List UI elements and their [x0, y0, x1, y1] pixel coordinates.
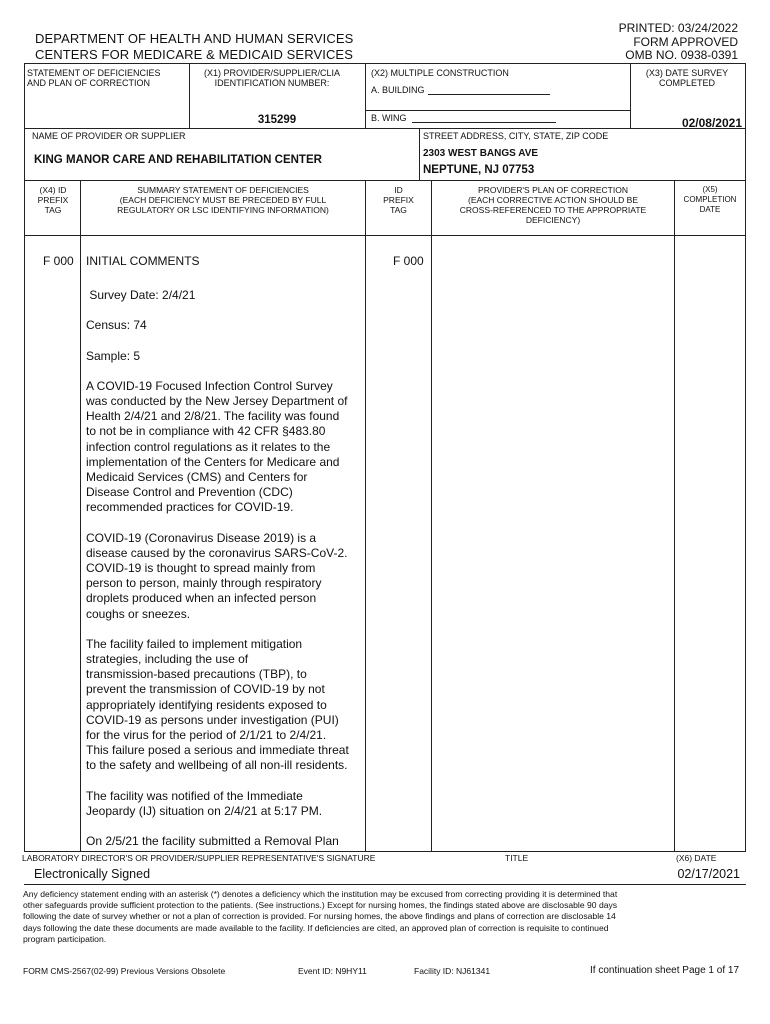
page-number: If continuation sheet Page 1 of 17	[590, 965, 739, 976]
printed-date: PRINTED: 03/24/2022	[618, 21, 738, 35]
col-header-plan: PROVIDER'S PLAN OF CORRECTION (EACH CORRECTIVE ACTION SHOULD BE CROSS-REFERENCED TO THE APPROPRIATE DEFICIENCY)	[459, 185, 647, 225]
paragraph-facility-failure: The facility failed to implement mitigation strategies, including the use of transmission-based precautions (TBP), to prevent the transmission of COVID-19 by not appropriately identifying residents exposed to COVID-19 as persons under investigation (PUI) for the virus for the period of 2/1/21 to 2/4/21. This failure posed a serious and immediate threat to the safety and wellbeing of all non-ill residents.	[86, 636, 349, 773]
form-approval-block	[619, 22, 738, 63]
event-id: Event ID: N9HY11	[298, 966, 367, 976]
survey-completed-date: 02/08/2021	[681, 116, 742, 130]
col-header-summary: SUMMARY STATEMENT OF DEFICIENCIES (EACH DEFICIENCY MUST BE PRECEDED BY FULL REGULATORY OR LSC IDENTIFYING INFORMATION)	[117, 185, 329, 215]
centers-title: CENTERS FOR MEDICARE & MEDICAID SERVICES	[35, 47, 353, 62]
survey-date: Survey Date: 2/4/21	[86, 288, 196, 303]
signature-date: 02/17/2021	[677, 867, 740, 881]
row1-divider-3	[630, 63, 631, 128]
provider-id: 315299	[257, 114, 297, 126]
row1-divider-1	[189, 63, 190, 128]
form-approved: FORM APPROVED	[633, 34, 738, 49]
x3-label: (X3) DATE SURVEY COMPLETED	[645, 68, 729, 88]
form-number: FORM CMS-2567(02-99) Previous Versions Obsolete	[23, 966, 226, 976]
facility-id: Facility ID: NJ61341	[414, 966, 491, 976]
address-line-2: NEPTUNE, NJ 07753	[423, 164, 535, 176]
building-label: A. BUILDING	[371, 85, 425, 95]
signature-bottom-border	[24, 884, 746, 885]
col-divider-plan	[674, 180, 675, 851]
tag-prefix-left: F 000	[43, 254, 74, 268]
tag-prefix-right: F 000	[393, 254, 424, 268]
row1-divider-2	[365, 63, 366, 128]
statement-label: STATEMENT OF DEFICIENCIES AND PLAN OF CORRECTION	[27, 68, 161, 88]
wing-blank-line	[412, 122, 556, 123]
row2-bottom-border	[24, 180, 746, 181]
initial-comments-heading: INITIAL COMMENTS	[86, 254, 200, 268]
paragraph-removal-plan: On 2/5/21 the facility submitted a Removal Plan	[86, 834, 339, 849]
provider-name-label: NAME OF PROVIDER OR SUPPLIER	[32, 131, 186, 141]
x2-label: (X2) MULTIPLE CONSTRUCTION	[371, 68, 509, 78]
col-header-x5: (X5) COMPLETION DATE	[683, 185, 737, 214]
signature-value: Electronically Signed	[34, 867, 151, 881]
form-right-border	[745, 63, 746, 851]
form-left-border	[24, 63, 25, 851]
sample: Sample: 5	[86, 348, 141, 363]
address-label: STREET ADDRESS, CITY, STATE, ZIP CODE	[423, 131, 609, 141]
paragraph-ij-notification: The facility was notified of the Immediate Jeopardy (IJ) situation on 2/4/21 at 5:17 PM.	[86, 788, 323, 818]
department-title: DEPARTMENT OF HEALTH AND HUMAN SERVICES	[35, 31, 354, 46]
deficiency-summary	[86, 254, 364, 849]
col-divider-summary	[365, 180, 366, 851]
wing-label: B. WING	[371, 113, 407, 123]
paragraph-survey-overview: A COVID-19 Focused Infection Control Survey was conducted by the New Jersey Department of Health 2/4/21 and 2/8/21. The facility was found to not be in compliance with 42 CFR §483.80 infection control regulations as it relates to the implementation of the Centers for Medicare and Medicaid Services (CMS) and Centers for Disease Control and Prevention (CDC) recommended practices for COVID-19.	[86, 378, 348, 515]
x1-label: (X1) PROVIDER/SUPPLIER/CLIA IDENTIFICATION NUMBER:	[203, 68, 341, 88]
signature-label: LABORATORY DIRECTOR'S OR PROVIDER/SUPPLIER REPRESENTATIVE'S SIGNATURE	[22, 853, 376, 863]
building-blank-line	[428, 94, 550, 95]
table-bottom-border	[24, 851, 746, 852]
col-header-id-prefix: ID PREFIX TAG	[383, 185, 414, 215]
paragraph-covid-definition: COVID-19 (Coronavirus Disease 2019) is a disease caused by the coronavirus SARS-CoV-2. COVID-19 is thought to spread mainly from person to person, mainly through respiratory droplets produced when an infected person coughs or sneezes.	[86, 530, 348, 621]
census: Census: 74	[86, 318, 147, 333]
building-wing-divider	[365, 110, 630, 111]
col-header-x4: (X4) ID PREFIX TAG	[37, 185, 69, 215]
title-label: TITLE	[505, 853, 529, 863]
col-divider-tag	[80, 180, 81, 851]
provider-name: KING MANOR CARE AND REHABILITATION CENTER	[34, 154, 322, 166]
row2-divider	[419, 128, 420, 180]
disclaimer-text: Any deficiency statement ending with an asterisk (*) denotes a deficiency which the institution may be excused from correcting providing it is determined that other safeguards provide sufficient protection to the patients. (See instructions.) Except for nursing homes, the findings stated above are disclosable 90 days following the date of survey whether or not a plan of correction is provided. For nursing homes, the above findings and plans of correction are disclosable 14 days following the date these documents are made available to the facility. If deficiencies are cited, an approved plan of correction is requisite to continued program participation.	[23, 889, 618, 944]
row1-bottom-border	[24, 128, 746, 129]
x6-date-label: (X6) DATE	[676, 853, 717, 863]
column-header-bottom-border	[24, 235, 746, 236]
form-top-border	[24, 63, 746, 64]
address-line-1: 2303 WEST BANGS AVE	[423, 148, 539, 159]
col-divider-id	[431, 180, 432, 851]
omb-number: OMB NO. 0938-0391	[625, 48, 738, 62]
